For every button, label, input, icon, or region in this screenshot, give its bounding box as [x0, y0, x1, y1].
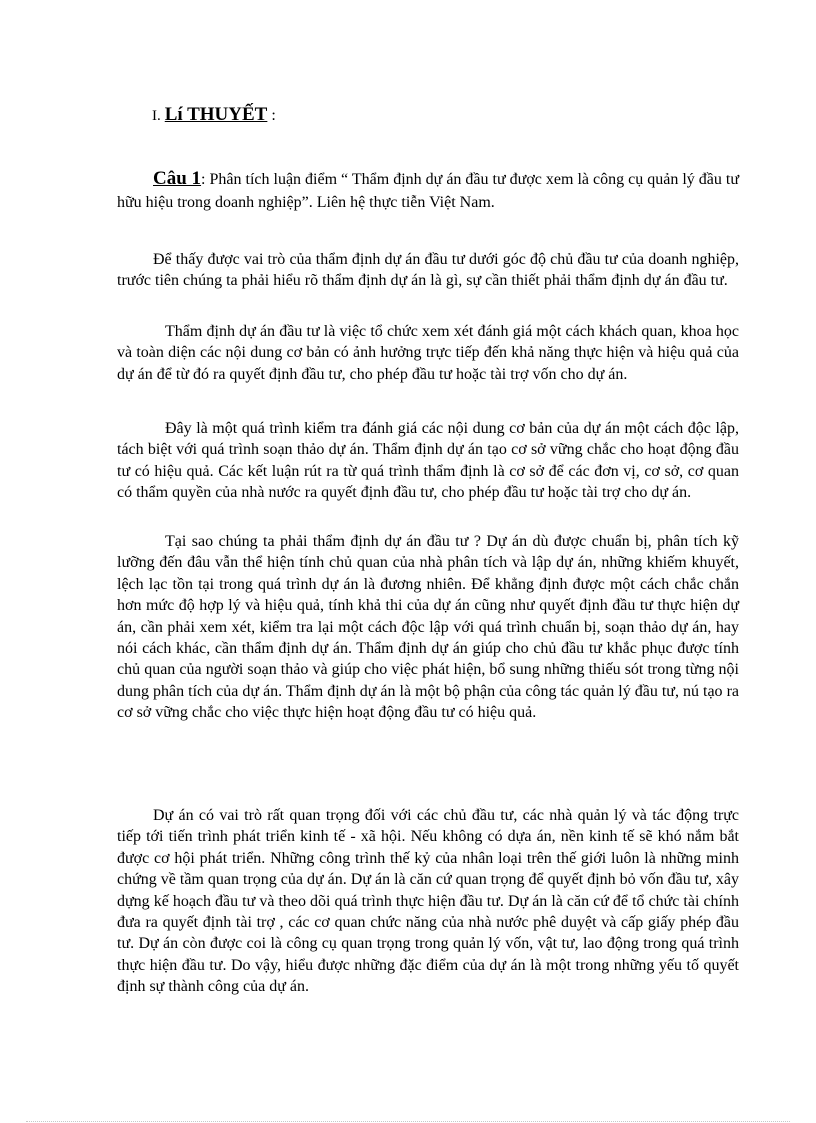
question-text: : Phân tích luận điểm “ Thẩm định dự án đầu tư được xem là công cụ quản lý đầu tư hữu hiệu trong doanh nghiệp”. Liên hệ thực tiễn Việt Nam. — [117, 171, 739, 211]
section-number: I. — [152, 108, 161, 124]
question-block — [117, 167, 739, 214]
section-heading — [152, 104, 276, 127]
paragraph-5: Dự án có vai trò rất quan trọng đối với các chủ đầu tư, các nhà quản lý và tác động trực tiếp tới tiến trình phát triển kinh tế - xã hội. Nếu không có dựa án, nền kinh tế sẽ khó nắm bắt được cơ hội phát triển. Những công trình thế kỷ của nhân loại trên thế giới luôn là những minh chứng về tầm quan trọng của dự án. Dự án là căn cứ quan trọng để quyết định bỏ vốn đầu tư, xây dựng kế hoạch đầu tư và theo dõi quá trình thực hiện đầu tư. Dự án là căn cứ để tổ chức tài chính đưa ra quyết định tài trợ , các cơ quan chức năng của nhà nước phê duyệt và cấp giấy phép đầu tư. Dự án còn được coi là công cụ quan trọng trong quản lý vốn, vật tư, lao động trong quá trình thực hiện đầu tư. Do vậy, hiểu được những đặc điểm của dự án là một trong những yếu tố quyết định sự thành công của dự án. — [117, 807, 739, 996]
section-title: Lí THUYẾT — [164, 104, 268, 125]
section-colon: : — [271, 107, 276, 124]
question-label: Câu 1 — [153, 168, 202, 189]
paragraph-1: Để thấy được vai trò của thẩm định dự án đầu tư dưới góc độ chủ đầu tư của doanh nghiệp, trước tiên chúng ta phải hiểu rõ thẩm định dự án là gì, sự cần thiết phải thẩm định dự án đầu tư. — [117, 251, 739, 290]
paragraph-2: Thẩm định dự án đầu tư là việc tổ chức xem xét đánh giá một cách khách quan, khoa học và toàn diện các nội dung cơ bản có ảnh hưởng trực tiếp đến khả năng thực hiện và hiệu quả của dự án để từ đó ra quyết định đầu tư, cho phép đầu tư hoặc tài trợ vốn cho dự án. — [117, 323, 739, 383]
paragraph-4: Tại sao chúng ta phải thẩm định dự án đầu tư ? Dự án dù được chuẩn bị, phân tích kỹ lưỡng đến đâu vẫn thể hiện tính chủ quan của nhà phân tích và lập dự án, những khiếm khuyết, lệch lạc tồn tại trong quá trình dự án là đương nhiên. Để khẳng định được một cách chắc chắn hơn mức độ hợp lý và hiệu quả, tính khả thi của dự án cũng như quyết định đầu tư thực hiện dự án, cần phải xem xét, kiểm tra lại một cách độc lập với quá trình chuẩn bị, soạn thảo dự án, hay nói cách khác, cần thẩm định dự án. Thẩm định dự án giúp cho chủ đầu tư khắc phục được tính chủ quan của người soạn thảo và giúp cho việc phát hiện, bổ sung những thiếu sót trong từng nội dung phân tích của dự án. Thẩm định dự án là một bộ phận của công tác quản lý đầu tư, nú tạo ra cơ sở vững chắc cho việc thực hiện hoạt động đầu tư có hiệu quả. — [117, 533, 739, 722]
page-bottom-rule — [26, 1121, 790, 1122]
paragraph-3: Đây là một quá trình kiểm tra đánh giá các nội dung cơ bản của dự án một cách độc lập, tách biệt với quá trình soạn thảo dự án. Thẩm định dự án tạo cơ sở vững chắc cho hoạt động đầu tư có hiệu quả. Các kết luận rút ra từ quá trình thẩm định là cơ sở để các đơn vị, cơ sở, cơ quan có thẩm quyền của nhà nước ra quyết định đầu tư, cho phép đầu tư hoặc tài trợ cho dự án. — [117, 420, 739, 502]
